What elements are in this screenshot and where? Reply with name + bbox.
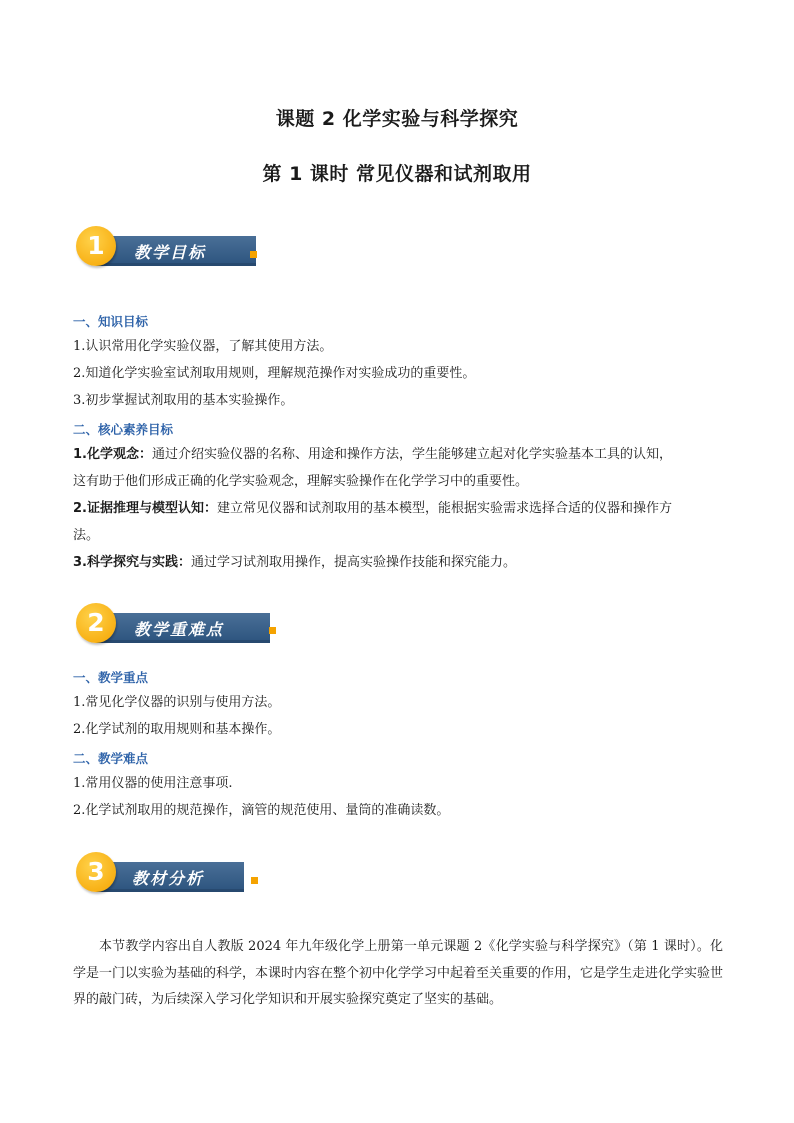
item-label: 1.化学观念： bbox=[73, 447, 152, 462]
item-text: 通过介绍实验仪器的名称、用途和操作方法，学生能够建立起对化学实验基本工具的认知， bbox=[151, 447, 672, 462]
badge-label: 教学目标 bbox=[134, 243, 207, 262]
main-title: 课题 2 化学实验与科学探究 bbox=[275, 108, 519, 130]
section-badge-key-points bbox=[76, 603, 276, 649]
list-item bbox=[73, 555, 723, 571]
badge-square-icon bbox=[269, 627, 276, 634]
list-item: 1.常用仪器的使用注意事项. bbox=[73, 776, 233, 791]
core-heading: 二、核心素养目标 bbox=[73, 422, 174, 437]
item-text: 建立常见仪器和试剂取用的基本模型，能根据实验需求选择合适的仪器和操作方 bbox=[216, 501, 672, 516]
badge-square-icon bbox=[250, 251, 257, 258]
badge-number-icon: 2 bbox=[76, 603, 116, 643]
list-item: 2.知道化学实验室试剂取用规则，理解规范操作对实验成功的重要性。 bbox=[73, 366, 476, 381]
list-item bbox=[73, 447, 723, 463]
list-item: 3.初步掌握试剂取用的基本实验操作。 bbox=[73, 393, 294, 408]
list-item: 2.化学试剂的取用规则和基本操作。 bbox=[73, 722, 281, 737]
list-item bbox=[73, 501, 723, 517]
item-text: 通过学习试剂取用操作，提高实验操作技能和探究能力。 bbox=[190, 555, 516, 570]
list-item: 1.认识常用化学实验仪器，了解其使用方法。 bbox=[73, 339, 333, 354]
item-label: 2.证据推理与模型认知： bbox=[73, 501, 217, 516]
analysis-paragraph: 本节教学内容出自人教版 2024 年九年级化学上册第一单元课题 2《化学实验与科学探究》（第 1 课时）。化学是一门以实验为基础的科学，本课时内容在整个初中化学学习中起着至关重要的作用，它是学生走进化学实验世界的敲门砖，为后续深入学习化学知识和开展实验探究奠定了坚实的基础。 bbox=[73, 939, 724, 1007]
section-badge-analysis bbox=[76, 852, 276, 898]
badge-label: 教学重难点 bbox=[134, 620, 225, 639]
list-item: 2.化学试剂取用的规范操作，滴管的规范使用、量筒的准确读数。 bbox=[73, 803, 450, 818]
knowledge-heading: 一、知识目标 bbox=[73, 314, 149, 329]
list-item-continuation: 这有助于他们形成正确的化学实验观念，理解实验操作在化学学习中的重要性。 bbox=[73, 474, 529, 489]
badge-label: 教材分析 bbox=[132, 869, 205, 888]
list-item: 1.常见化学仪器的识别与使用方法。 bbox=[73, 695, 281, 710]
badge-number-icon: 3 bbox=[76, 852, 116, 892]
difficulty-heading: 二、教学难点 bbox=[73, 751, 149, 766]
item-label: 3.科学探究与实践： bbox=[73, 555, 191, 570]
badge-number-icon: 1 bbox=[76, 226, 116, 266]
list-item-continuation: 法。 bbox=[73, 528, 100, 543]
section-badge-objectives bbox=[76, 226, 276, 272]
badge-square-icon bbox=[251, 877, 258, 884]
focus-heading: 一、教学重点 bbox=[73, 670, 149, 685]
lesson-subtitle: 第 1 课时 常见仪器和试剂取用 bbox=[262, 163, 532, 185]
